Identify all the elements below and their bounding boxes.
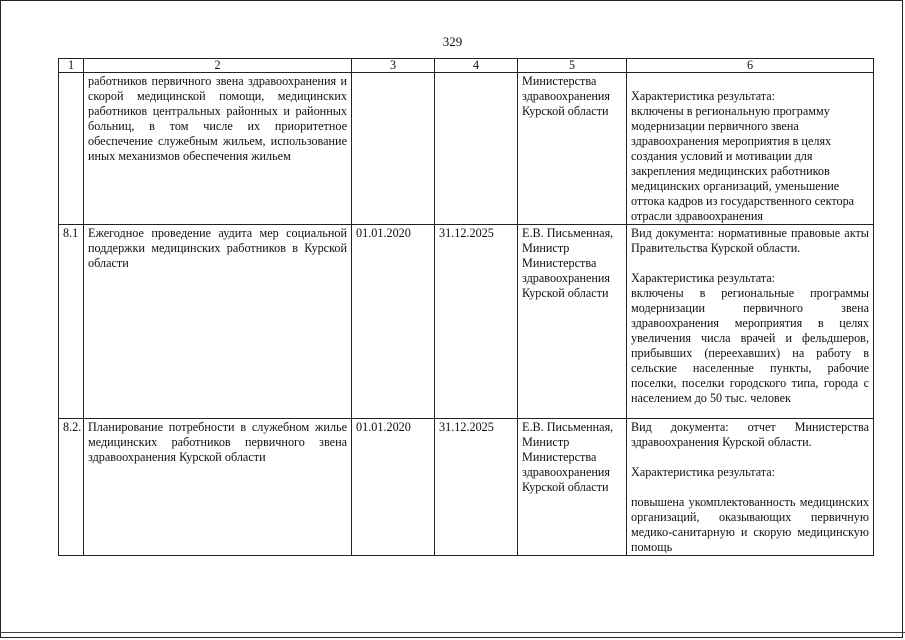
table-header-row xyxy=(59,59,874,73)
table-row xyxy=(59,419,874,556)
table-row xyxy=(59,225,874,419)
spacer xyxy=(631,256,869,271)
end-date: 31.12.2025 xyxy=(435,225,518,419)
result-cell xyxy=(627,225,874,419)
spacer xyxy=(631,480,869,495)
end-date xyxy=(435,73,518,225)
result-text: включены в региональные программы модернизации первичного звена здравоохранения мероприятия в целях увеличения числа врачей и фельдшеров, прибывших (переехавших) на работу в сельские населенные пункты, рабочие поселки, поселки городского типа, города с населением до 50 тыс. человек xyxy=(631,286,869,405)
result-text: повышена укомплектованность медицинских организаций, оказывающих первичную медико-санитарную и скорую медицинскую помощь xyxy=(631,495,869,554)
measures-table xyxy=(58,58,874,556)
column-header: 5 xyxy=(518,59,627,73)
result-label: Характеристика результата: xyxy=(631,89,776,103)
responsible-text: Е.В. Письменная, Министр Министерства здравоохранения Курской области xyxy=(518,419,627,556)
column-header: 1 xyxy=(59,59,84,73)
column-header: 4 xyxy=(435,59,518,73)
start-date: 01.01.2020 xyxy=(352,419,435,556)
end-date: 31.12.2025 xyxy=(435,419,518,556)
responsible-text: Министерства здравоохранения Курской области xyxy=(518,73,627,225)
spacer xyxy=(631,450,869,465)
measure-text: Ежегодное проведение аудита мер социальной поддержки медицинских работников в Курской области xyxy=(84,225,352,419)
document-type: Вид документа: нормативные правовые акты Правительства Курской области. xyxy=(631,226,869,255)
responsible-text: Е.В. Письменная, Министр Министерства здравоохранения Курской области xyxy=(518,225,627,419)
result-cell xyxy=(627,419,874,556)
column-header: 3 xyxy=(352,59,435,73)
result-label: Характеристика результата: xyxy=(631,271,776,285)
result-cell xyxy=(627,73,874,225)
page-number: 329 xyxy=(442,34,463,49)
result-label: Характеристика результата: xyxy=(631,465,776,479)
measure-text: работников первичного звена здравоохранения и скорой медицинской помощи, медицинских работников центральных районных и районных больниц, в том числе их приоритетное обеспечение служебным жильем, использование иных механизмов обеспечения жильем xyxy=(84,73,352,225)
column-header: 2 xyxy=(84,59,352,73)
start-date xyxy=(352,73,435,225)
result-text: включены в региональную программу модернизации первичного звена здравоохранения мероприятия в целях создания условий и мотивации для закрепления медицинских работников медицинских организаций, уменьшение оттока кадров из государственного сектора отрасли здравоохранения xyxy=(631,104,855,223)
row-number: 8.1 xyxy=(59,225,84,419)
column-header: 6 xyxy=(627,59,874,73)
scan-edge-line xyxy=(0,632,905,633)
spacer xyxy=(631,74,869,89)
measure-text: Планирование потребности в служебном жилье медицинских работников первичного звена здравоохранения Курской области xyxy=(84,419,352,556)
start-date: 01.01.2020 xyxy=(352,225,435,419)
table-row xyxy=(59,73,874,225)
row-number xyxy=(59,73,84,225)
row-number: 8.2. xyxy=(59,419,84,556)
document-type: Вид документа: отчет Министерства здравоохранения Курской области. xyxy=(631,420,869,449)
